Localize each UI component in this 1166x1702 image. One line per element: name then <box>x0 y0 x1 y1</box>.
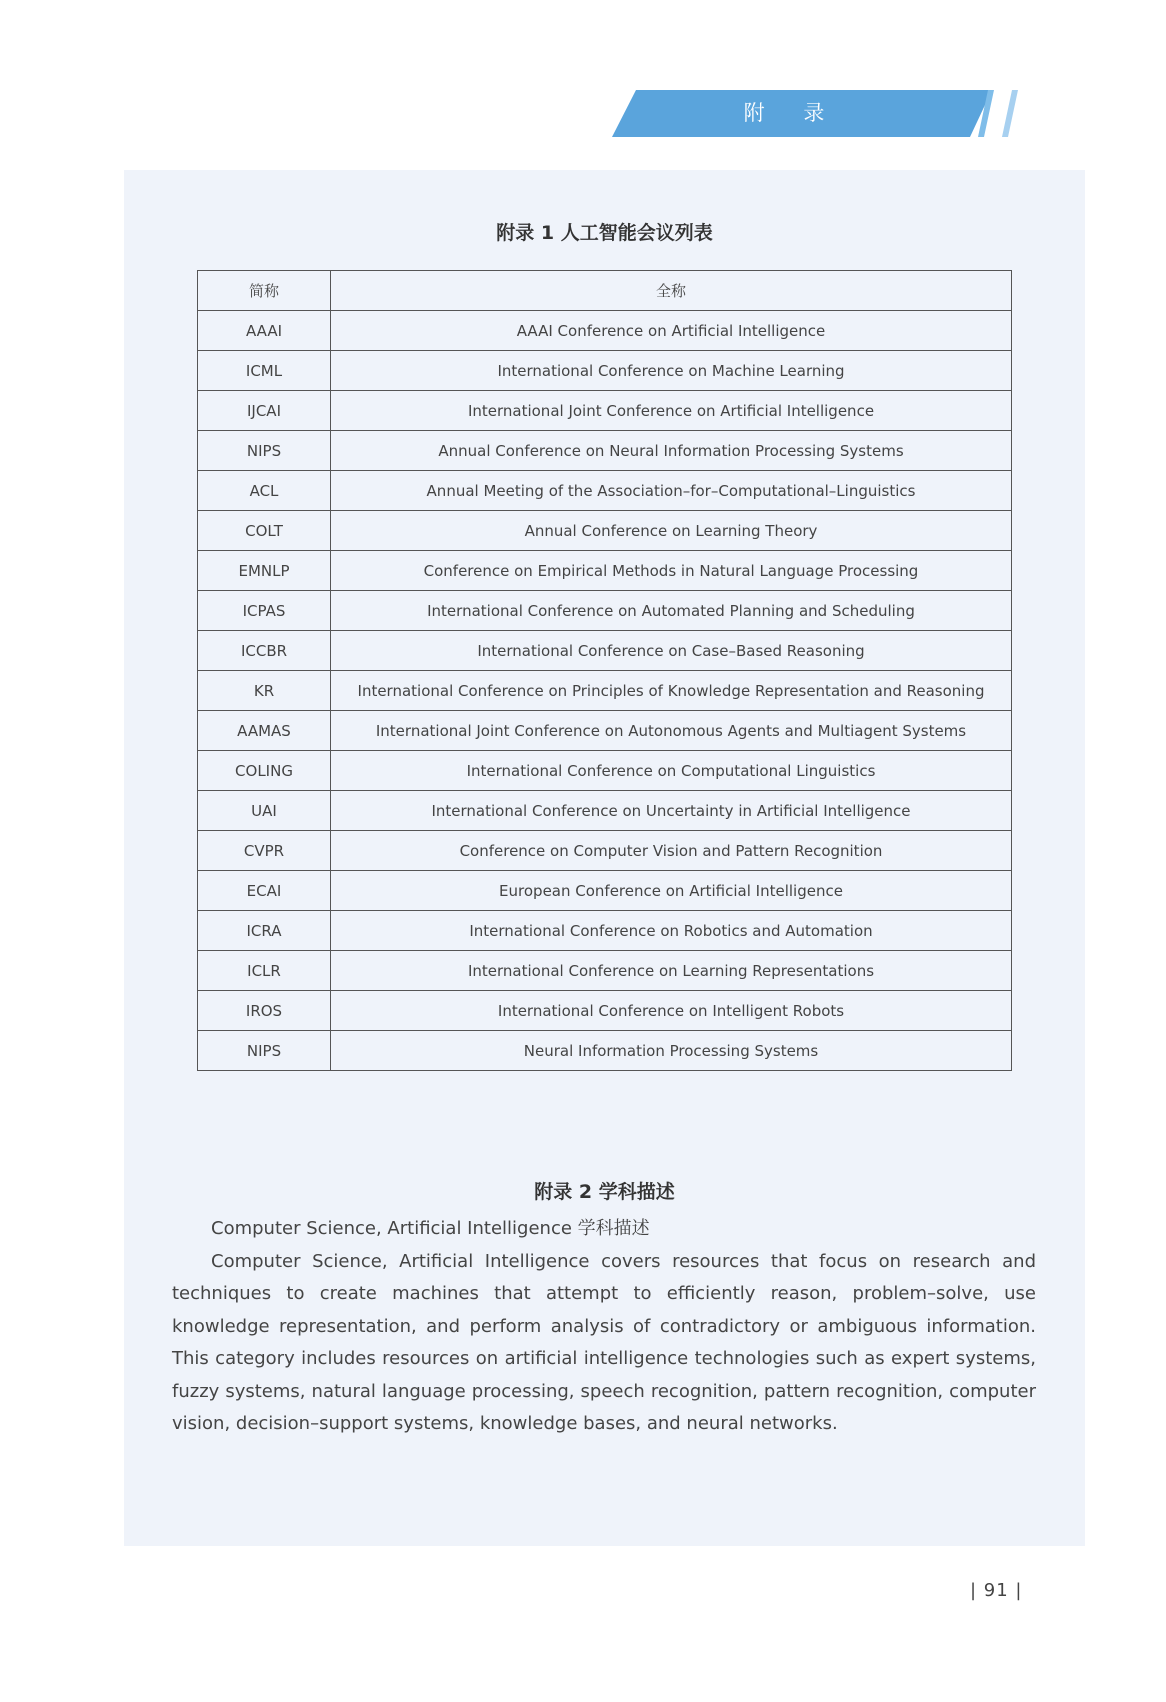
cell-abbreviation: NIPS <box>198 431 331 471</box>
cell-abbreviation: ICCBR <box>198 631 331 671</box>
cell-abbreviation: ACL <box>198 471 331 511</box>
table-row <box>198 631 1012 671</box>
cell-full-name: International Conference on Computational Linguistics <box>331 751 1012 791</box>
cell-full-name: International Conference on Automated Planning and Scheduling <box>331 591 1012 631</box>
cell-full-name: European Conference on Artificial Intelligence <box>331 871 1012 911</box>
table-body <box>198 311 1012 1071</box>
appendix2-title: 附录 2 学科描述 <box>534 1181 675 1203</box>
table-row <box>198 551 1012 591</box>
table-row <box>198 711 1012 751</box>
cell-full-name: Conference on Computer Vision and Pattern Recognition <box>331 831 1012 871</box>
cell-full-name: International Joint Conference on Artificial Intelligence <box>331 391 1012 431</box>
cell-abbreviation: COLT <box>198 511 331 551</box>
table-row <box>198 471 1012 511</box>
column-header-abbr: 简称 <box>198 271 331 311</box>
cell-full-name: International Conference on Robotics and Automation <box>331 911 1012 951</box>
table-row <box>198 751 1012 791</box>
cell-abbreviation: ICML <box>198 351 331 391</box>
cell-full-name: International Conference on Uncertainty in Artificial Intelligence <box>331 791 1012 831</box>
cell-abbreviation: ICLR <box>198 951 331 991</box>
table-row <box>198 991 1012 1031</box>
table-row <box>198 351 1012 391</box>
subject-description <box>172 1213 1036 1441</box>
cell-abbreviation: AAMAS <box>198 711 331 751</box>
column-header-fullname: 全称 <box>331 271 1012 311</box>
table-row <box>198 431 1012 471</box>
banner-stripe-2 <box>1002 90 1018 137</box>
page-number: | 91 | <box>970 1580 1023 1601</box>
table-row <box>198 831 1012 871</box>
cell-full-name: International Conference on Machine Learning <box>331 351 1012 391</box>
cell-full-name: Neural Information Processing Systems <box>331 1031 1012 1071</box>
header-banner-text: 附 录 <box>743 101 841 125</box>
cell-full-name: Conference on Empirical Methods in Natural Language Processing <box>331 551 1012 591</box>
table-row <box>198 791 1012 831</box>
cell-abbreviation: IROS <box>198 991 331 1031</box>
table-row <box>198 671 1012 711</box>
table-row <box>198 871 1012 911</box>
cell-full-name: International Conference on Learning Representations <box>331 951 1012 991</box>
cell-full-name: Annual Meeting of the Association–for–Computational–Linguistics <box>331 471 1012 511</box>
description-body: Computer Science, Artificial Intelligence covers resources that focus on research and techniques to create machines that attempt to efficiently reason, problem–solve, use knowledge representation, and perform analysis of contradictory or ambiguous information. This category includes resources on artificial intelligence technologies such as expert systems, fuzzy systems, natural language processing, speech recognition, pattern recognition, computer vision, decision–support systems, knowledge bases, and neural networks. <box>172 1250 1036 1434</box>
cell-abbreviation: IJCAI <box>198 391 331 431</box>
table-row <box>198 311 1012 351</box>
table-row <box>198 1031 1012 1071</box>
table-row <box>198 591 1012 631</box>
description-heading: Computer Science, Artificial Intelligence 学科描述 <box>211 1218 650 1239</box>
table-row <box>198 511 1012 551</box>
cell-full-name: International Conference on Case–Based Reasoning <box>331 631 1012 671</box>
conference-table <box>197 270 1012 1071</box>
table-row <box>198 391 1012 431</box>
cell-full-name: Annual Conference on Learning Theory <box>331 511 1012 551</box>
appendix1-title: 附录 1 人工智能会议列表 <box>496 222 713 244</box>
table-row <box>198 951 1012 991</box>
cell-full-name: International Conference on Principles of Knowledge Representation and Reasoning <box>331 671 1012 711</box>
cell-abbreviation: ICRA <box>198 911 331 951</box>
cell-abbreviation: KR <box>198 671 331 711</box>
cell-full-name: International Conference on Intelligent Robots <box>331 991 1012 1031</box>
cell-abbreviation: ECAI <box>198 871 331 911</box>
cell-abbreviation: EMNLP <box>198 551 331 591</box>
cell-abbreviation: COLING <box>198 751 331 791</box>
content-panel <box>124 170 1085 1546</box>
table-header-row <box>198 271 1012 311</box>
cell-abbreviation: CVPR <box>198 831 331 871</box>
cell-abbreviation: NIPS <box>198 1031 331 1071</box>
cell-abbreviation: AAAI <box>198 311 331 351</box>
cell-full-name: Annual Conference on Neural Information Processing Systems <box>331 431 1012 471</box>
cell-abbreviation: UAI <box>198 791 331 831</box>
table-row <box>198 911 1012 951</box>
cell-full-name: International Joint Conference on Autonomous Agents and Multiagent Systems <box>331 711 1012 751</box>
cell-full-name: AAAI Conference on Artificial Intelligence <box>331 311 1012 351</box>
cell-abbreviation: ICPAS <box>198 591 331 631</box>
